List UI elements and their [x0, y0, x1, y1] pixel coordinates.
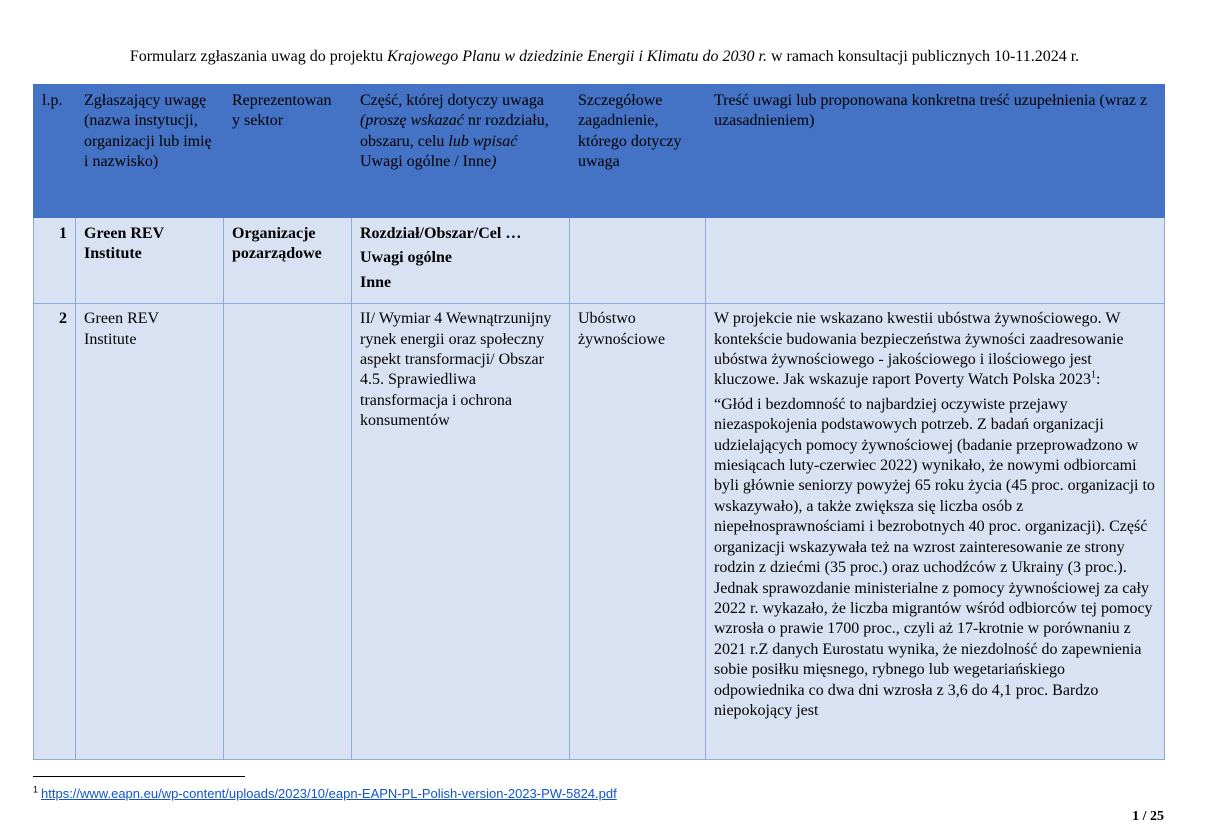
row-number: 1: [34, 218, 76, 304]
row-part-line-3: Inne: [360, 273, 392, 291]
header-part-normal-2: Uwagi ogólne / Inne: [360, 153, 492, 171]
document-title: [0, 46, 1209, 68]
table-row: [34, 218, 1165, 304]
row-submitter: Green REV Institute: [76, 304, 224, 760]
header-part-italic-2: lub wpisać: [448, 132, 518, 150]
row-part: II/ Wymiar 4 Wewnątrzunijny rynek energii oraz społeczny aspekt transformacji/ Obszar 4.5. Sprawiedliwa transformacja i ochrona konsumentów: [352, 304, 570, 760]
header-part-main: Część, której dotyczy uwaga: [360, 92, 544, 109]
row-detail: [570, 218, 706, 304]
title-italic: Krajowego Planu w dziedzinie Energii i Klimatu do 2030 r.: [387, 48, 767, 65]
title-prefix: Formularz zgłaszania uwag do projektu: [129, 48, 388, 65]
page-number: 1 / 25: [1132, 809, 1164, 824]
row-sector: [224, 304, 352, 760]
footnote-link[interactable]: https://www.eapn.eu/wp-content/uploads/2023/10/eapn-EAPN-PL-Polish-version-2023-PW-5824.pdf: [41, 786, 617, 801]
comments-table: [33, 84, 1165, 760]
row-sector: Organizacje pozarządowe: [224, 218, 352, 304]
row-part-line-2: Uwagi ogólne: [360, 249, 452, 267]
header-part-normal-1: nr rozdziału, obszaru, celu: [360, 112, 549, 150]
header-part: [352, 85, 570, 218]
row-content: [706, 304, 1165, 760]
content-paragraph-1: [714, 309, 1156, 391]
table-header-row: [34, 85, 1165, 218]
header-submitter: Zgłaszający uwagę (nazwa instytucji, organizacji lub imię i nazwisko): [76, 85, 224, 218]
header-lp: l.p.: [34, 85, 76, 218]
table-row: [34, 304, 1165, 760]
row-part: [352, 218, 570, 304]
footnote: [33, 786, 617, 801]
content-paragraph-2: “Głód i bezdomność to najbardziej oczywiste przejawy niezaspokojenia podstawowych potrzeb. Z badań organizacji udzielających pomocy żywnościowej (badanie przeprowadzono w miesiącach luty-czerwiec 2022) wynikało, że nowymi odbiorcami byli głównie seniorzy powyżej 65 roku życia (45 proc. organizacji to wskazywało), a także zwiększa się liczba osób z niepełnosprawnościami i bezrobotnych 40 proc. organizacji). Część organizacji wskazywała też na wzrost zainteresowanie ze strony rodzin z dziećmi (35 proc.) oraz uchodźców z Ukrainy (3 proc.). Jednak sprawozdanie ministerialne z pomocy żywnościowej za cały 2022 r. wykazało, że liczba migrantów wśród odbiorców tej pomocy wzrosła o prawie 1700 proc., czyli aż 17-krotnie w porównaniu z 2021 r.Z danych Eurostatu wynika, że niezdolność do zapewnienia sobie posiłku mięsnego, rybnego lub wegetariańskiego odpowiednika co dwa dni wzrosła z 3,6 do 4,1 proc. Bardzo niepokojący jest: [714, 395, 1155, 719]
header-content: Treść uwagi lub proponowana konkretna treść uzupełnienia (wraz z uzasadnieniem): [706, 85, 1165, 218]
content-p1-text: W projekcie nie wskazano kwestii ubóstwa żywnościowego. W kontekście budowania bezpieczeństwa żywności zaadresowanie ubóstwa żywnościowego - jakościowego i ilościowego jest kluczowe. Jak wskazuje raport Poverty Watch Polska 2023: [714, 310, 1124, 389]
title-suffix: w ramach konsultacji publicznych 10-11.2024 r.: [766, 48, 1080, 65]
footnote-divider: [33, 776, 245, 777]
header-sector: Reprezentowan y sektor: [224, 85, 352, 218]
row-number: 2: [34, 304, 76, 760]
row-content: [706, 218, 1165, 304]
header-detail: Szczegółowe zagadnienie, którego dotyczy uwaga: [570, 85, 706, 218]
footnote-number: 1: [33, 784, 39, 795]
content-p1-end: :: [1096, 371, 1101, 389]
row-submitter: Green REV Institute: [76, 218, 224, 304]
footnote-reference: 1: [1091, 370, 1096, 382]
row-detail: Ubóstwo żywnościowe: [570, 304, 706, 760]
header-part-italic-1: (proszę wskazać: [360, 112, 464, 130]
header-part-italic-3: ): [491, 153, 497, 171]
row-part-line-1: Rozdział/Obszar/Cel …: [360, 225, 522, 242]
